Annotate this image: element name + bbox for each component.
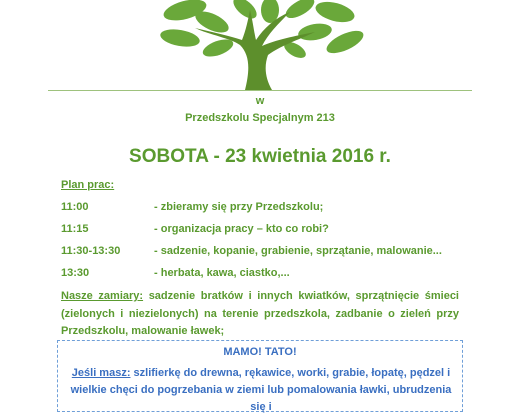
plan-desc: - herbata, kawa, ciastko,... bbox=[154, 267, 290, 279]
intentions-text: sadzenie bratków i innych kwiatków, sprzątnięcie śmieci (zielonych i niezielonych) na terenie przedszkola, zadbanie o zieleń przy Przedszkolu, malowanie ławek; bbox=[61, 290, 459, 337]
plan-item bbox=[61, 223, 329, 235]
parents-callout-body: szlifierkę do drewna, rękawice, worki, grabie, łopatę, pędzel i wielkie chęci do pogrzebania w ziemi lub pomalowania ławki, ubrudzenia się i bbox=[70, 367, 452, 413]
parents-callout-lead: Jeśli masz: bbox=[71, 367, 131, 379]
intentions-label: Nasze zamiary: bbox=[61, 290, 144, 302]
plan-item bbox=[61, 267, 290, 279]
plan-time: 11:15 bbox=[61, 223, 89, 235]
plan-item bbox=[61, 245, 442, 257]
institution-name: Przedszkolu Specjalnym 213 bbox=[185, 112, 335, 124]
plan-desc: - organizacja pracy – kto co robi? bbox=[154, 223, 329, 235]
intentions-paragraph bbox=[61, 288, 459, 341]
header-word-w: w bbox=[255, 95, 265, 107]
plan-title: Plan prac: bbox=[61, 179, 115, 191]
plan-desc: - sadzenie, kopanie, grabienie, sprzątanie, malowanie... bbox=[154, 245, 442, 257]
plan-item bbox=[61, 201, 323, 213]
plan-time: 11:30-13:30 bbox=[61, 245, 121, 257]
plan-time: 13:30 bbox=[61, 267, 90, 279]
event-date-title: SOBOTA - 23 kwietnia 2016 r. bbox=[129, 146, 391, 167]
parents-callout-text bbox=[67, 365, 455, 416]
plan-desc: - zbieramy się przy Przedszkolu; bbox=[154, 201, 324, 213]
tree-logo-icon bbox=[150, 0, 370, 90]
plan-time: 11:00 bbox=[61, 201, 89, 213]
parents-callout-title: MAMO! TATO! bbox=[223, 346, 297, 358]
header-divider bbox=[48, 90, 472, 91]
